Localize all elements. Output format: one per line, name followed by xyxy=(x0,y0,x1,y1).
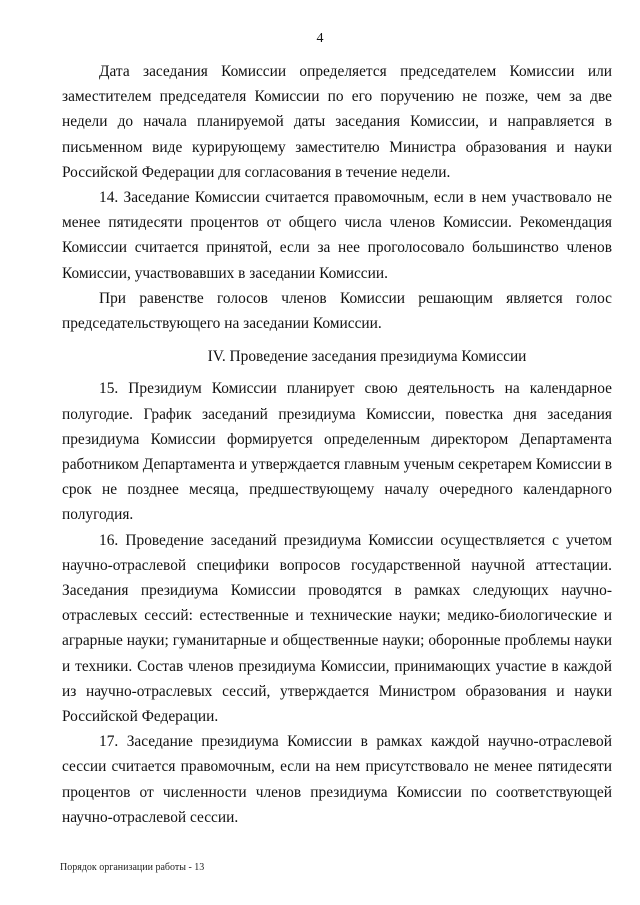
paragraph-tie-vote: При равенстве голосов членов Комиссии решающим является голос председательствующего на заседании Комиссии. xyxy=(62,289,612,333)
paragraph-16: 16. Проведение заседаний президиума Комиссии осуществляется с учетом научно-отраслевой специфики вопросов государственной научной аттестации. Заседания президиума Комиссии проводятся в рамках следующих научно-отраслевых сессий: естественные и технические науки; медико-биологические и аграрные науки; гуманитарные и общественные науки; оборонные проблемы науки и техники. Состав членов президиума Комиссии, принимающих участие в каждой из научно-отраслевых сессий, утверждается Министром образования и науки Российской Федерации. xyxy=(62,531,612,726)
paragraph-17: 17. Заседание президиума Комиссии в рамках каждой научно-отраслевой сессии считается правомочным, если на нем присутствовало не менее пятидесяти процентов от численности членов президиума Комиссии по соответствующей научно-отраслевой сессии. xyxy=(62,733,612,826)
section-heading: IV. Проведение заседания президиума Комиссии xyxy=(207,348,527,366)
paragraph-meeting-date: Дата заседания Комиссии определяется председателем Комиссии или заместителем председателя Комиссии по его поручению не позже, чем за две недели до начала планируемой даты заседания Комиссии, и направляется в письменном виде курирующему заместителю Министра образования и науки Российской Федерации для согласования в течение недели. xyxy=(62,63,612,181)
footer-note: Порядок организации работы - 13 xyxy=(60,862,205,873)
paragraph-15: 15. Президиум Комиссии планирует свою деятельность на календарное полугодие. График заседаний президиума Комиссии, повестка дня заседания президиума Комиссии формируется определенным директором Департамента работником Департамента и утверждается главным ученым секретарем Комиссии в срок не позднее месяца, предшествующему началу очередного календарного полугодия. xyxy=(62,380,612,524)
document-body xyxy=(62,59,612,830)
page-number: 4 xyxy=(316,31,324,46)
paragraph-14: 14. Заседание Комиссии считается правомочным, если в нем участвовало не менее пятидесяти процентов от общего числа членов Комиссии. Рекомендация Комиссии считается принятой, если за нее проголосовало большинство членов Комиссии, участвовавших в заседании Комиссии. xyxy=(62,189,612,282)
